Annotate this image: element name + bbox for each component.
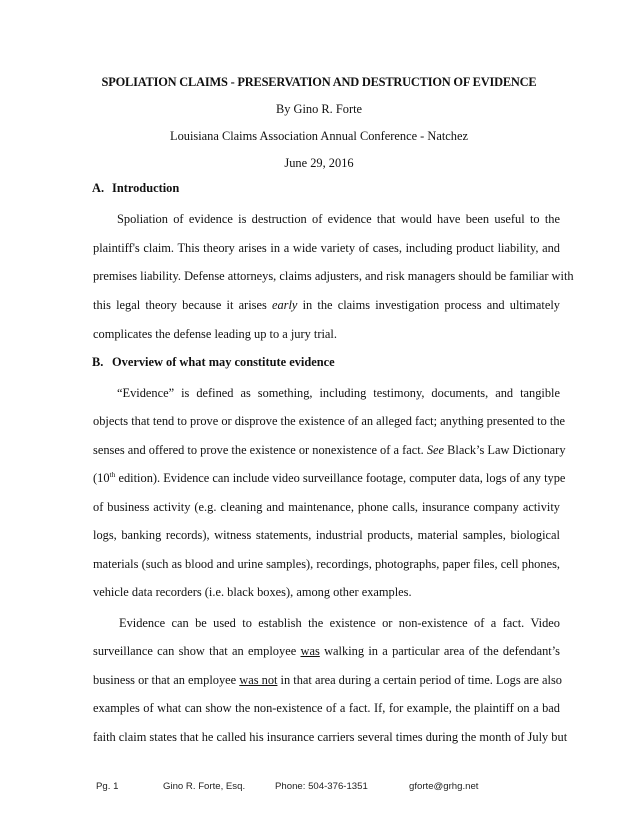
section-a-title: Introduction — [112, 181, 180, 195]
section-a-heading — [92, 181, 179, 196]
section-a-letter: A. — [92, 181, 105, 195]
overview-line-2: objects that tend to prove or disprove the existence of an alleged fact; anything presented to the — [93, 414, 566, 428]
author-byline: By Gino R. Forte — [275, 102, 363, 116]
existence-line-4: examples of what can show the non-existence of a fact. If, for example, the plaintiff on a bad — [93, 701, 560, 715]
section-b-heading — [92, 355, 335, 370]
intro-line-2: plaintiff's claim. This theory arises in a wide variety of cases, including product liability, and — [93, 241, 560, 255]
section-b-title: Overview of what may constitute evidence — [112, 355, 335, 369]
footer-email: gforte@grhg.net — [409, 781, 479, 792]
overview-line-4: (10th edition). Evidence can include video surveillance footage, computer data, logs of any type — [93, 469, 566, 485]
section-b-letter: B. — [92, 355, 104, 369]
overview-line-8: vehicle data recorders (i.e. black boxes), among other examples. — [93, 585, 412, 599]
event-line: Louisiana Claims Association Annual Conference - Natchez — [170, 129, 468, 143]
intro-line-5: complicates the defense leading up to a jury trial. — [93, 327, 337, 341]
overview-line-1: “Evidence” is defined as something, including testimony, documents, and tangible — [117, 386, 560, 400]
footer-phone: Phone: 504-376-1351 — [275, 781, 368, 792]
existence-line-5: faith claim states that he called his insurance carriers several times during the month of July but — [93, 730, 568, 744]
existence-line-1: Evidence can be used to establish the existence or non-existence of a fact. Video — [119, 616, 560, 630]
overview-line-7: materials (such as blood and urine samples), recordings, photographs, paper files, cell phones, — [93, 557, 560, 571]
footer-page-number: Pg. 1 — [96, 781, 119, 792]
existence-line-3: business or that an employee was not in that area during a certain period of time. Logs are also — [93, 673, 562, 687]
intro-line-4: this legal theory because it arises early in the claims investigation process and ultimately — [93, 298, 561, 312]
overview-line-6: logs, banking records), witness statements, industrial products, material samples, biological — [93, 528, 560, 542]
overview-line-5: of business activity (e.g. cleaning and maintenance, phone calls, insurance company activity — [93, 500, 560, 514]
existence-line-2: surveillance can show that an employee was walking in a particular area of the defendant’s — [93, 644, 560, 658]
footer-author: Gino R. Forte, Esq. — [163, 781, 246, 792]
intro-line-3: premises liability. Defense attorneys, claims adjusters, and risk managers should be familiar with — [93, 269, 574, 283]
intro-line-1: Spoliation of evidence is destruction of evidence that would have been useful to the — [117, 212, 560, 226]
overview-line-3: senses and offered to prove the existence or nonexistence of a fact. See Black’s Law Dictionary — [93, 443, 566, 457]
date-line: June 29, 2016 — [284, 156, 354, 170]
document-title: SPOLIATION CLAIMS - PRESERVATION AND DESTRUCTION OF EVIDENCE — [101, 75, 537, 89]
